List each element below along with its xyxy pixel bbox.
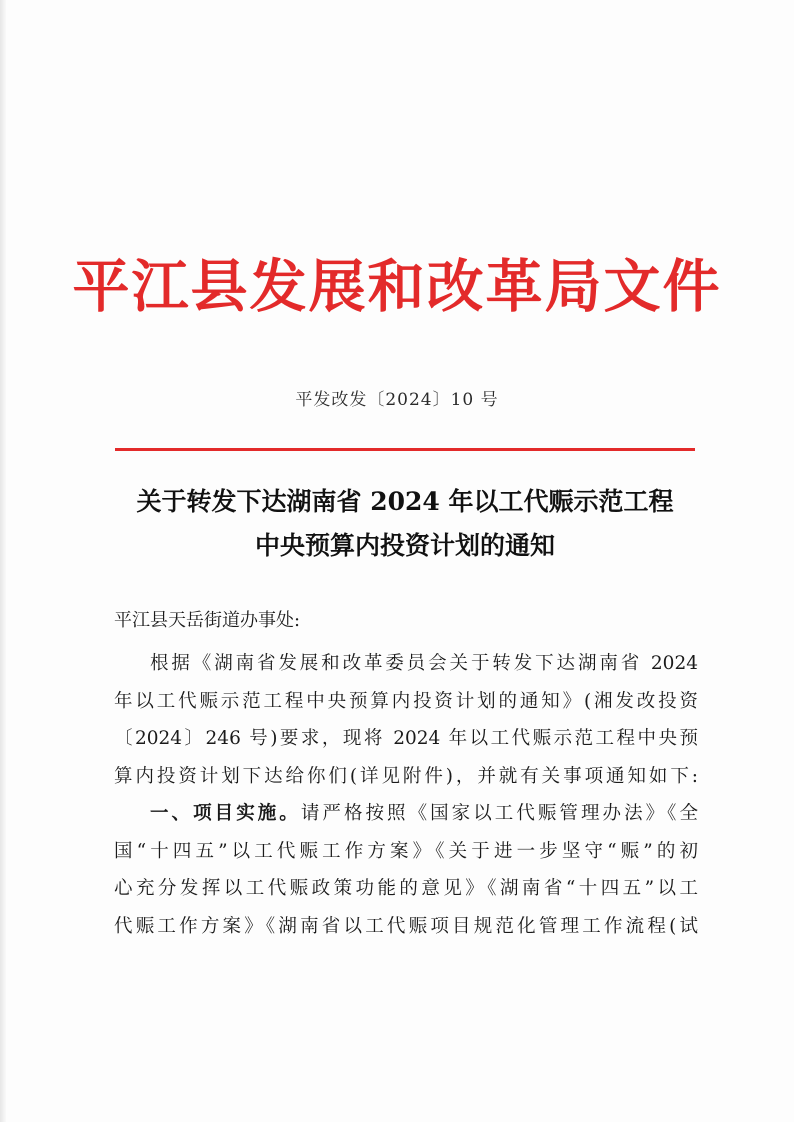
document-title bbox=[95, 480, 715, 568]
section-heading-project-implementation: 一、项目实施。 bbox=[150, 803, 301, 824]
paragraph-2-line-3: 心充分发挥以工代赈政策功能的意见》《湖南省“十四五”以工 bbox=[114, 878, 698, 899]
document-number: 平发改发〔2024〕10 号 bbox=[295, 390, 499, 410]
red-separator-line bbox=[115, 448, 695, 451]
paragraph-2-line-1 bbox=[114, 795, 698, 833]
paragraph-1-line-2: 年以工代赈示范工程中央预算内投资计划的通知》(湘发改投资 bbox=[114, 690, 698, 712]
agency-header-title: 平江县发展和改革局文件 bbox=[72, 253, 722, 320]
document-title-line-1: 关于转发下达湖南省 2024 年以工代赈示范工程 bbox=[136, 487, 674, 516]
paragraph-1-line-1: 根据《湖南省发展和改革委员会关于转发下达湖南省 2024 bbox=[150, 653, 698, 674]
paragraph-2-line-2: 国“十四五”以工代赈工作方案》《关于进一步坚守“赈”的初 bbox=[114, 840, 698, 862]
paragraph-1-line-4: 算内投资计划下达给你们(详见附件)，并就有关事项通知如下: bbox=[114, 765, 698, 787]
body-text bbox=[114, 645, 698, 945]
recipient-line: 平江县天岳街道办事处: bbox=[114, 610, 301, 631]
scan-left-edge bbox=[0, 0, 6, 1122]
paragraph-2-line-4: 代赈工作方案》《湖南省以工代赈项目规范化管理工作流程(试 bbox=[114, 915, 698, 937]
document-title-line-2: 中央预算内投资计划的通知 bbox=[254, 531, 555, 560]
paragraph-2-line-1-text: 请严格按照《国家以工代赈管理办法》《全 bbox=[300, 803, 698, 824]
paragraph-1-line-3: 〔2024〕246 号)要求，现将 2024 年以工代赈示范工程中央预 bbox=[114, 728, 698, 749]
